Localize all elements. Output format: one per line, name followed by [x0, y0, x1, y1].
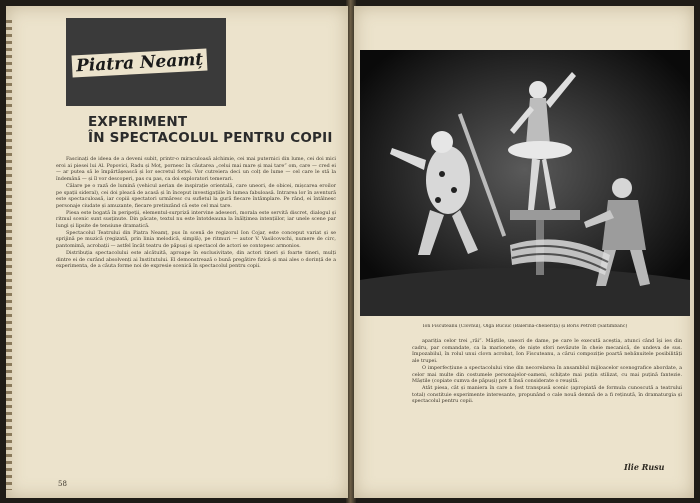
photo-caption: Ion Fiscuteanu (Clovnul), Olga Buciuc (Balerina-chelieriță) și Boris Petroff (Saltimbanc): [422, 324, 628, 329]
article-continuation: [412, 338, 682, 478]
paragraph: Piesa este bogată în peripeții, elementul-surpriză intervine adeseori, morala este servită discret, dialogul și ritmul scenic sunt susținute. Din păcate, textul nu este întotdeauna la înălțimea intențiilor, iar unele scene par lungi și lipsite de tensiune dramatică.: [56, 209, 336, 230]
paragraph: Călare pe o rază de lumină (vehicul aerian de inspirație orientală, care uneori, de obicei, mișcarea eroilor pe spații sideral), cei doi pleacă de acasă și în început investigațiile în lumea fabuloasă. Intrarea lor în aventură este spectaculoasă, iar copiii spectatori urmăresc cu sufletul la gură fiecare întâmplare. Pe rând, ei întâlnesc personaje ciudate și amuzante, fiecare pretinzând că este cel mai tare.: [56, 182, 336, 209]
paragraph: Distribuția spectacolului este alcătuită, aproape în exclusivitate, din actori tineri și foarte tineri, mulți dintre ei de curând absolvenți ai Institutului. El demonstrează o bună pregătire fizică și mai ales o dorință de a experimenta, de a căuta forme noi de expresie scenică în spectacolul pentru copii.: [56, 249, 336, 270]
paragraph: O imperfecțiune a spectacolului vine din necorelarea în ansamblul mijloacelor scenografice abordate, a celor mai multe din costumele personajelor-oameni, schițate mai puțin stilizat, cu mai puțină fantezie. Măștile (copiate cumva de păpuși) pot fi însă considerate o reușită.: [412, 364, 682, 385]
article-headline: [88, 114, 343, 146]
paragraph: Atât piesa, cât și maniera în care a fost transpusă scenic (apropiată de formula cunoscută a teatrului total) constituie experimente interesante, propunând o cale nouă demnă de a fi reținută, în dramaturgia și spectacolul pentru copii.: [412, 384, 682, 405]
right-page: [354, 6, 694, 498]
rubric-title: Piatra Neamț: [72, 48, 208, 77]
left-page: [6, 6, 348, 498]
stage-photo: [360, 50, 690, 316]
binding-edge: [6, 20, 12, 490]
paragraph: Spectacolul Teatrului din Piatra Neamț, pus în scenă de regizorul Ion Cojar, este conceput variat și se sprijină pe muzică (regizată, prin linia melodică, simplă), pe ritmuri — autor V. Vasilcovschi, numere de circ, pantomimă, acrobații — astfel încât teatru de păpuși și spectacol de actori se contopesc armonios.: [56, 229, 336, 250]
headline-line-1: EXPERIMENT: [88, 114, 188, 130]
page-number: 58: [58, 480, 67, 488]
author-signature: Ilie Rusu: [624, 462, 665, 472]
stage-photo-illustration: [360, 50, 690, 316]
paragraph: apariția celor trei „răi”. Măștile, uneori de dame, pe care le execută aceștia, atunci când își ies din cadru, par comandate, ca la marionete, de niște sfori nevăzute în cheie mecanică, de undeva de sus. Impozabilul, în rolul unui clovn acrobat, Ion Fiscuteanu, a cărui compoziție poartă nebănuitele posibilități ale trupei.: [412, 338, 682, 365]
article-body: [56, 156, 336, 441]
paragraph: Fascinați de ideea de a deveni subit, printr-o miraculoasă alchimie, cei mai puternici din lume, cei doi mici eroi ai piesei lui Al. Popovici, Radu și Moț, pornesc în căutarea „celui mai mare și mai tare” om, care — cred ei — ar putea să le împărtășească și lor secretul forței. Vor cutreiera deci un colț de lume — cel care le stă la îndemână — și îl vor descoperi, pas cu pas, ca doi exploratori temerari.: [56, 156, 336, 183]
headline-line-2: ÎN SPECTACOLUL PENTRU COPII: [88, 130, 333, 146]
